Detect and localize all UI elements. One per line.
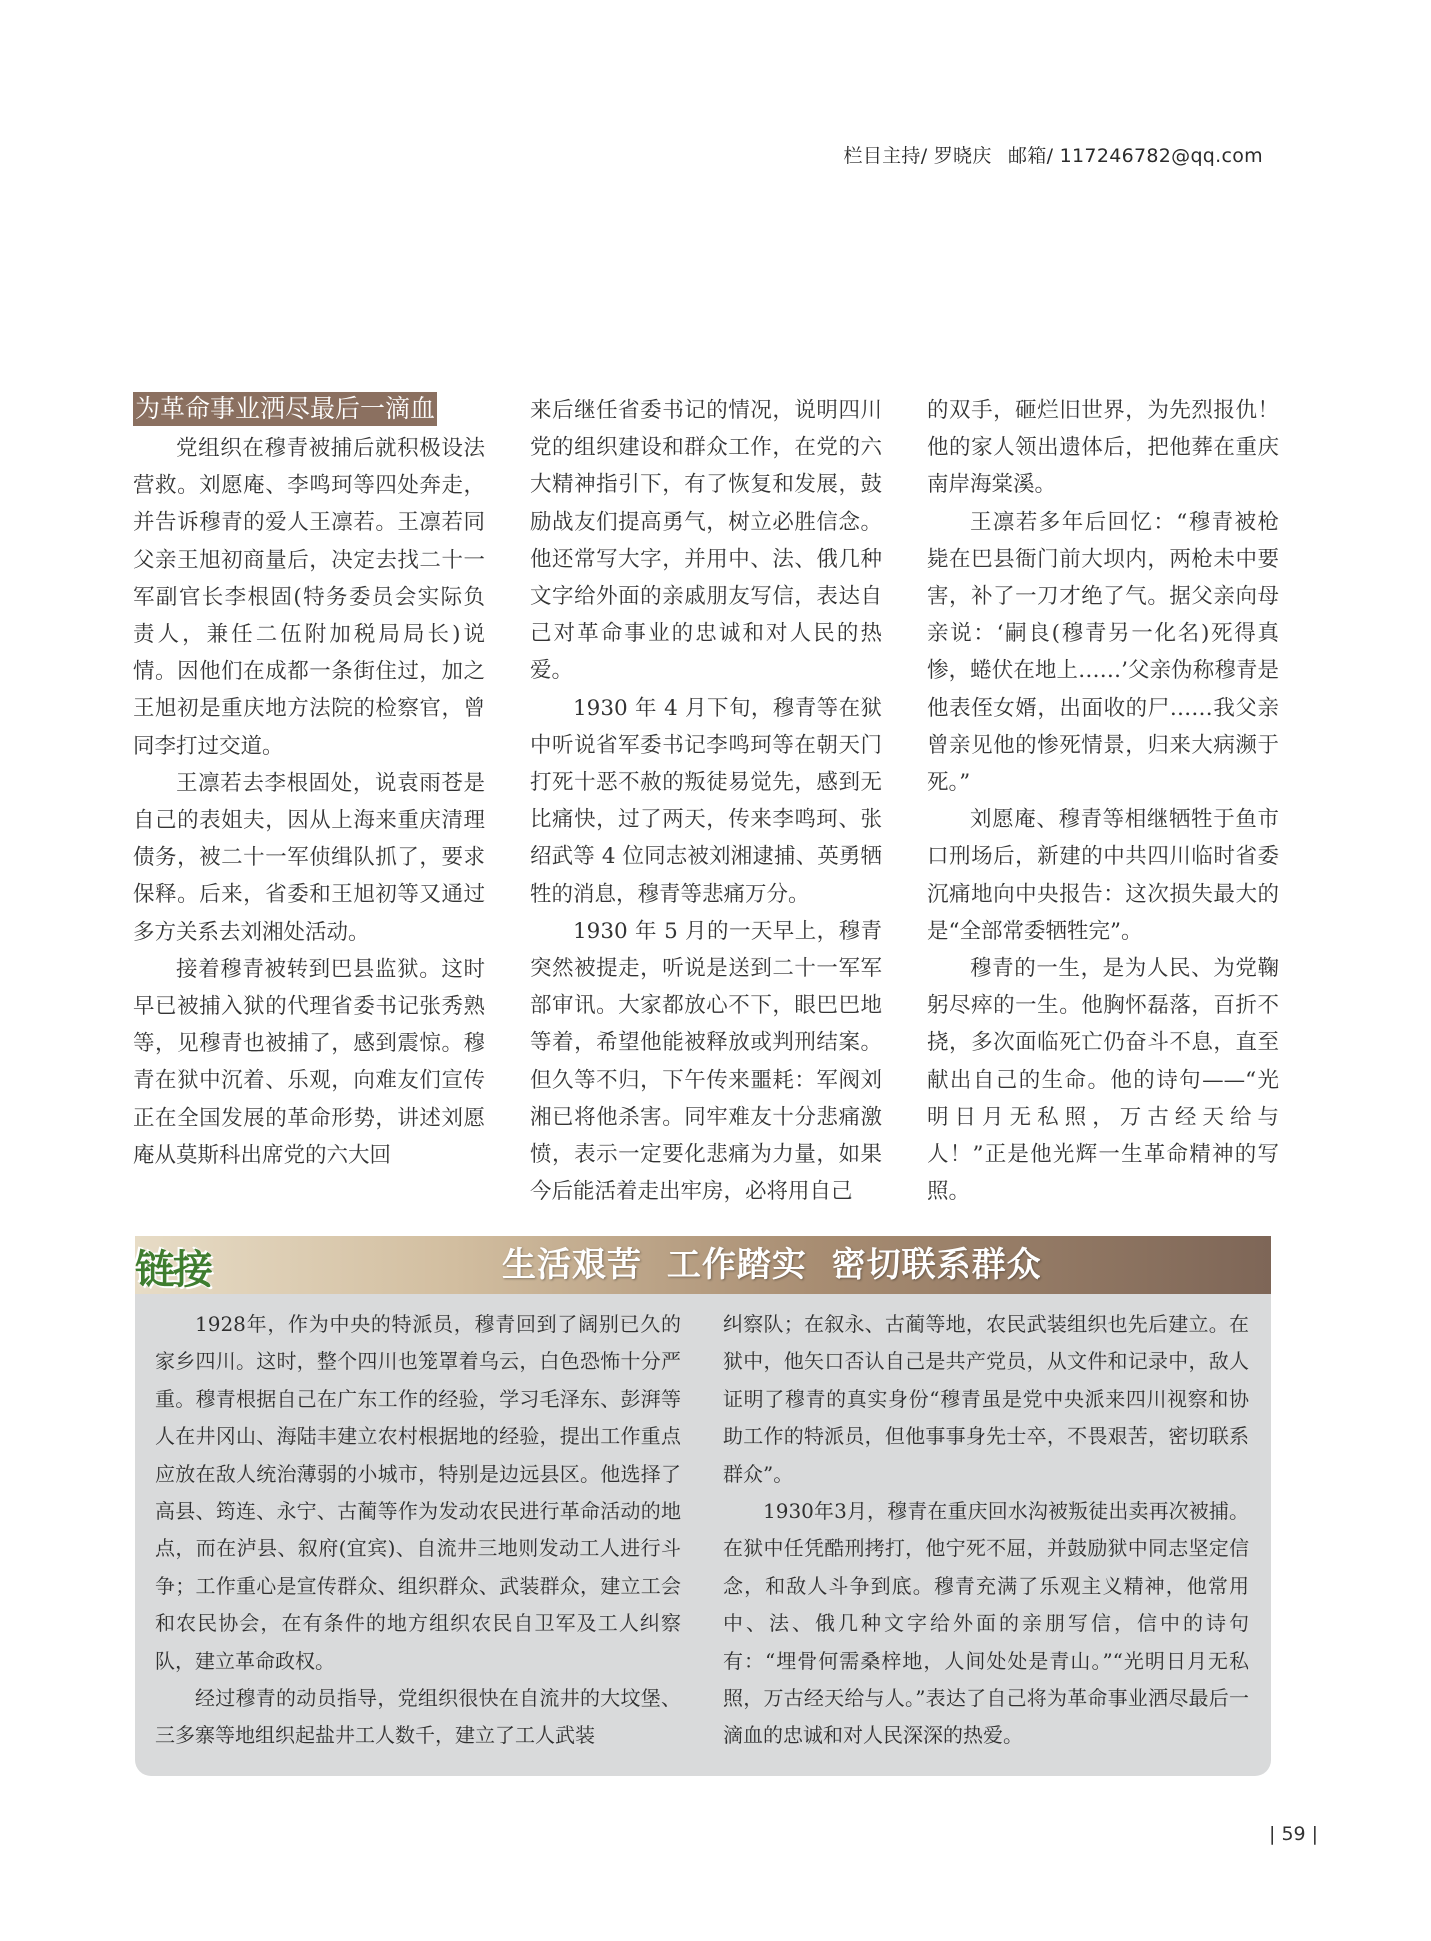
paragraph: 刘愿庵、穆青等相继牺牲于鱼市口刑场后，新建的中共四川临时省委沉痛地向中央报告：这次损失最大的是“全部常委牺牲完”。 (927, 807, 1279, 944)
paragraph: 穆青的一生，是为人民、为党鞠躬尽瘁的一生。他胸怀磊落，百折不挠，多次面临死亡仍奋斗不息，直至献出自己的生命。他的诗句——“光明日月无私照，万古经天给与人！”正是他光辉一生革命精神的写照。 (927, 956, 1279, 1205)
paragraph: 经过穆青的动员指导，党组织很快在自流井的大坟堡、三多寨等地组织起盐井工人数千，建立了工人武装 (155, 1686, 681, 1748)
link-column-1 (155, 1306, 681, 1755)
paragraph: 1928年，作为中央的特派员，穆青回到了阔别已久的家乡四川。这时，整个四川也笼罩着乌云，白色恐怖十分严重。穆青根据自己在广东工作的经验，学习毛泽东、彭湃等人在井冈山、海陆丰建立农村根据地的经验，提出工作重点应放在敌人统治薄弱的小城市，特别是边远县区。他选择了高县、筠连、永宁、古蔺等作为发动农民进行革命活动的地点，而在泸县、叙府(宜宾)、自流井三地则发动工人进行斗争；工作重心是宣传群众、组织群众、武装群众，建立工会和农民协会，在有条件的地方组织农民自卫军及工人纠察队，建立革命政权。 (155, 1312, 681, 1673)
link-logo: 链接 (135, 1247, 211, 1293)
link-section-box (135, 1294, 1271, 1776)
paragraph-continued: 的双手，砸烂旧世界，为先烈报仇！他的家人领出遗体后，把他葬在重庆南岸海棠溪。 (927, 398, 1279, 498)
article-column-1 (133, 392, 485, 1174)
link-section-banner (135, 1236, 1271, 1294)
column-header (844, 141, 1273, 168)
paragraph: 党组织在穆青被捕后就积极设法营救。刘愿庵、李鸣珂等四处奔走，并告诉穆青的爱人王凛若。王凛若同父亲王旭初商量后，决定去找二十一军副官长李根固(特务委员会实际负责人，兼任二伍附加税局局长)说情。因他们在成都一条街住过，加之王旭初是重庆地方法院的检察官，曾同李打过交道。 (133, 436, 485, 759)
paragraph: 1930年3月，穆青在重庆回水沟被叛徒出卖再次被捕。在狱中任凭酷刑拷打，他宁死不屈，并鼓励狱中同志坚定信念，和敌人斗争到底。穆青充满了乐观主义精神，他常用中、法、俄几种文字给外面的亲朋写信，信中的诗句有：“埋骨何需桑梓地，人间处处是青山。”“光明日月无私照，万古经天给与人。”表达了自己将为革命事业洒尽最后一滴血的忠诚和对人民深深的热爱。 (723, 1499, 1249, 1748)
paragraph-continued: 来后继任省委书记的情况，说明四川党的组织建设和群众工作，在党的六大精神指引下，有了恢复和发展，鼓励战友们提高勇气，树立必胜信念。他还常写大字，并用中、法、俄几种文字给外面的亲戚朋友写信，表达自己对革命事业的忠诚和对人民的热爱。 (530, 398, 882, 684)
section-title: 为革命事业洒尽最后一滴血 (133, 392, 437, 426)
article-body (133, 392, 1284, 1205)
paragraph: 王凛若去李根固处，说袁雨苍是自己的表姐夫，因从上海来重庆清理债务，被二十一军侦缉队抓了，要求保释。后来，省委和王旭初等又通过多方关系去刘湘处活动。 (133, 770, 485, 945)
paragraph: 王凛若多年后回忆：“穆青被枪毙在巴县衙门前大坝内，两枪未中要害，补了一刀才绝了气。据父亲向母亲说：‘嗣良(穆青另一化名)死得真惨，蜷伏在地上……’父亲伪称穆青是他表侄女婿，出面收的尸……我父亲曾亲见他的惨死情景，归来大病濒于死。” (927, 509, 1279, 796)
column-email: 邮箱/ 117246782@qq.com (1008, 145, 1263, 167)
paragraph: 1930 年 5 月的一天早上，穆青突然被提走，听说是送到二十一军军部审讯。大家都放心不下，眼巴巴地等着，希望他能被释放或判刑结案。但久等不归，下午传来噩耗：军阀刘湘已将他杀害。同牢难友十分悲痛激愤，表示一定要化悲痛为力量，如果今后能活着走出牢房，必将用自己 (530, 918, 882, 1205)
paragraph: 接着穆青被转到巴县监狱。这时早已被捕入狱的代理省委书记张秀熟等，见穆青也被捕了，感到震惊。穆青在狱中沉着、乐观，向难友们宣传正在全国发展的革命形势，讲述刘愿庵从莫斯科出席党的六大回 (133, 956, 485, 1168)
article-column-3 (927, 392, 1279, 1210)
article-column-2 (530, 392, 882, 1210)
link-column-2 (723, 1306, 1249, 1755)
page-number: | 59 | (1269, 1823, 1319, 1845)
column-host: 栏目主持/ 罗晓庆 (843, 145, 992, 167)
paragraph-continued: 纠察队；在叙永、古蔺等地，农民武装组织也先后建立。在狱中，他矢口否认自己是共产党员，从文件和记录中，敌人证明了穆青的真实身份“穆青虽是党中央派来四川视察和协助工作的特派员，但他事事身先士卒，不畏艰苦，密切联系群众”。 (723, 1312, 1249, 1486)
link-section-title: 生活艰苦 工作踏实 密切联系群众 (502, 1245, 1042, 1285)
paragraph: 1930 年 4 月下旬，穆青等在狱中听说省军委书记李鸣珂等在朝天门打死十恶不赦的叛徒易觉先，感到无比痛快，过了两天，传来李鸣珂、张绍武等 4 位同志被刘湘逮捕、英勇牺牲的消息，穆青等悲痛万分。 (530, 695, 882, 907)
